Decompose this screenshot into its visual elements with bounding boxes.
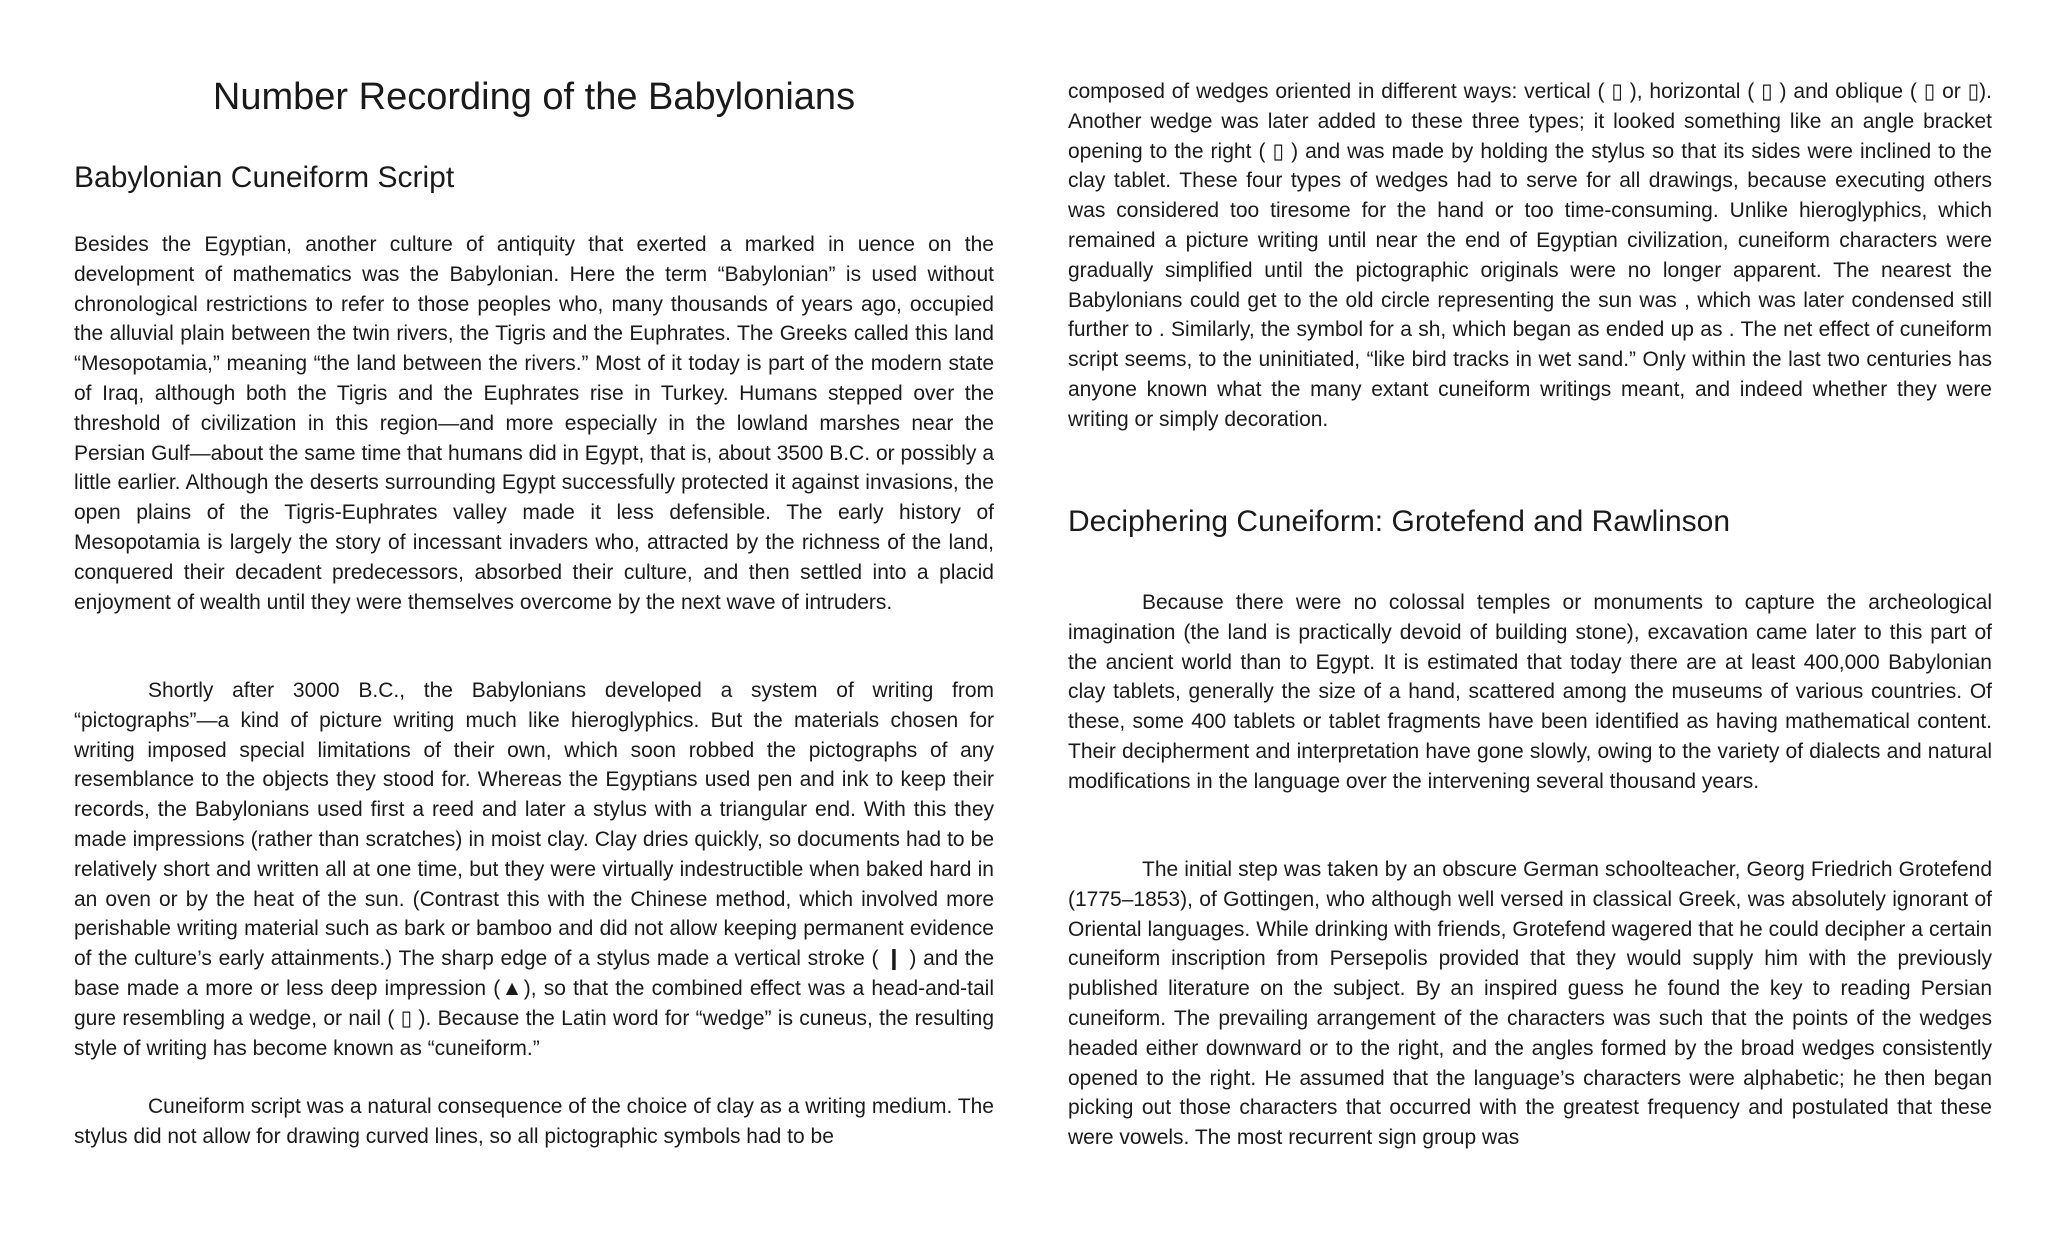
paragraph-clay-tablets: Because there were no colossal temples or monuments to capture the archeological imagination (the land is practically devoid of building stone), excavation came later to this part of the ancient world than to Egypt. It is estimated that today there are at least 400,000 Babylonian clay tablets, generally the size of a hand, scattered among the museums of various countries. Of these, some 400 tablets or tablet fragments have been identified as having mathematical content. Their decipherment and interpretation have gone slowly, owing to the variety of dialects and natural modifications in the language over the intervening several thousand years. [1068, 591, 1992, 793]
paragraph-cuneiform-medium: Cuneiform script was a natural consequence of the choice of clay as a writing medium. The stylus did not allow for drawing curved lines, so all pictographic symbols had to be [74, 1095, 994, 1148]
paragraph-wedge-orientations: composed of wedges oriented in different ways: vertical ( ▯ ), horizontal ( ▯ ) and oblique ( ▯ or ▯). Another wedge was later added to these three types; it looked something like an angle bracket opening to the right ( ▯ ) and was made by holding the stylus so that its sides were inclined to the clay tablet. These four types of wedges had to serve for all drawings, because executing others was considered too tiresome for the hand or too time-consuming. Unlike hieroglyphics, which remained a picture writing until near the end of Egyptian civilization, cuneiform characters were gradually simplified until the pictographic originals were no longer apparent. The nearest the Babylonians could get to the old circle representing the sun was , which was later condensed still further to . Similarly, the symbol for a sh, which began as ended up as . The net effect of cuneiform script seems, to the uninitiated, “like bird tracks in wet sand.” Only within the last two centuries has anyone known what the many extant cuneiform writings meant, and indeed whether they were writing or simply decoration. [1068, 80, 1992, 431]
paragraph-grotefend: The initial step was taken by an obscure German schoolteacher, Georg Friedrich Grotefend (1775–1853), of Gottingen, who although well versed in classical Greek, was absolutely ignorant of Oriental languages. While drinking with friends, Grotefend wagered that he could decipher a certain cuneiform inscription from Persepolis provided that they would supply him with the previously published literature on the subject. By an inspired guess he found the key to reading Persian cuneiform. The prevailing arrangement of the characters was such that the points of the wedges headed either downward or to the right, and the angles formed by the broad wedges consistently opened to the right. He assumed that the language’s characters were alphabetic; he then began picking out those characters that occurred with the greatest frequency and postulated that these were vowels. The most recurrent sign group was [1068, 858, 1992, 1150]
paragraph-babylonian-intro: Besides the Egyptian, another culture of antiquity that exerted a marked in uence on the development of mathematics was the Babylonian. Here the term “Babylonian” is used without chronological restrictions to refer to those peoples who, many thousands of years ago, occupied the alluvial plain between the twin rivers, the Tigris and the Euphrates. The Greeks called this land “Mesopotamia,” meaning “the land between the rivers.” Most of it today is part of the modern state of Iraq, although both the Tigris and the Euphrates rise in Turkey. Humans stepped over the threshold of civilization in this region—and more especially in the lowland marshes near the Persian Gulf—about the same time that humans did in Egypt, that is, about 3500 B.C. or possibly a little earlier. Although the deserts surrounding Egypt successfully protected it against invasions, the open plains of the Tigris-Euphrates valley made it less defensible. The early history of Mesopotamia is largely the story of incessant invaders who, attracted by the richness of the land, conquered their decadent predecessors, absorbed their culture, and then settled into a placid enjoyment of wealth until they were themselves overcome by the next wave of intruders. [74, 233, 994, 614]
section-heading-cuneiform-script: Babylonian Cuneiform Script [74, 161, 455, 194]
paragraph-pictographs: Shortly after 3000 B.C., the Babylonians developed a system of writing from “pictographs”—a kind of picture writing much like hieroglyphics. But the materials chosen for writing imposed special limitations of their own, which soon robbed the pictographs of any resemblance to the objects they stood for. Whereas the Egyptians used pen and ink to keep their records, the Babylonians used first a reed and later a stylus with a triangular end. With this they made impressions (rather than scratches) in moist clay. Clay dries quickly, so documents had to be relatively short and written all at one time, but they were virtually indestructible when baked hard in an oven or by the heat of the sun. (Contrast this with the Chinese method, which involved more perishable writing material such as bark or bamboo and did not allow keeping permanent evidence of the culture’s early attainments.) The sharp edge of a stylus made a vertical stroke ( ❙ ) and the base made a more or less deep impression (▲), so that the combined effect was a head-and-tail gure resembling a wedge, or nail ( ▯ ). Because the Latin word for “wedge” is cuneus, the resulting style of writing has become known as “cuneiform.” [74, 679, 994, 1060]
section-heading-deciphering: Deciphering Cuneiform: Grotefend and Rawlinson [1068, 505, 1731, 538]
page-title: Number Recording of the Babylonians [212, 76, 856, 118]
